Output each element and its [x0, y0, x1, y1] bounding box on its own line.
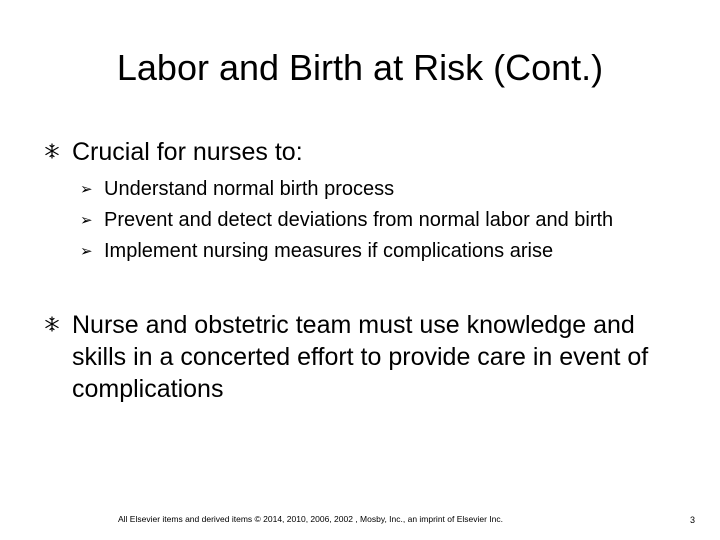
sub-bullet-text: Prevent and detect deviations from normal labor and birth	[104, 209, 614, 231]
snowflake-bullet-icon	[44, 316, 60, 332]
arrow-bullet-icon: ➢	[80, 181, 93, 198]
bullet-text: Crucial for nurses to:	[72, 138, 303, 166]
slide-title: Labor and Birth at Risk (Cont.)	[116, 47, 604, 88]
sub-bullet-item	[80, 174, 680, 205]
page-number: 3	[690, 515, 696, 525]
bullet-text: Nurse and obstetric team must use knowledge and skills in a concerted effort to provide care in event of complications	[72, 311, 649, 403]
sub-bullet-text: Implement nursing measures if complications arise	[104, 240, 554, 262]
bullet-item	[44, 136, 684, 168]
arrow-bullet-icon: ➢	[80, 212, 93, 229]
bullet-item	[44, 309, 684, 405]
sub-bullet-text: Understand normal birth process	[104, 178, 395, 200]
snowflake-bullet-icon	[44, 143, 60, 159]
copyright-footer: All Elsevier items and derived items © 2014, 2010, 2006, 2002 , Mosby, Inc., an imprint of Elsevier Inc.	[118, 514, 504, 524]
sub-bullet-list	[80, 174, 680, 267]
sub-bullet-item	[80, 205, 680, 236]
sub-bullet-item	[80, 236, 680, 267]
arrow-bullet-icon: ➢	[80, 243, 93, 260]
